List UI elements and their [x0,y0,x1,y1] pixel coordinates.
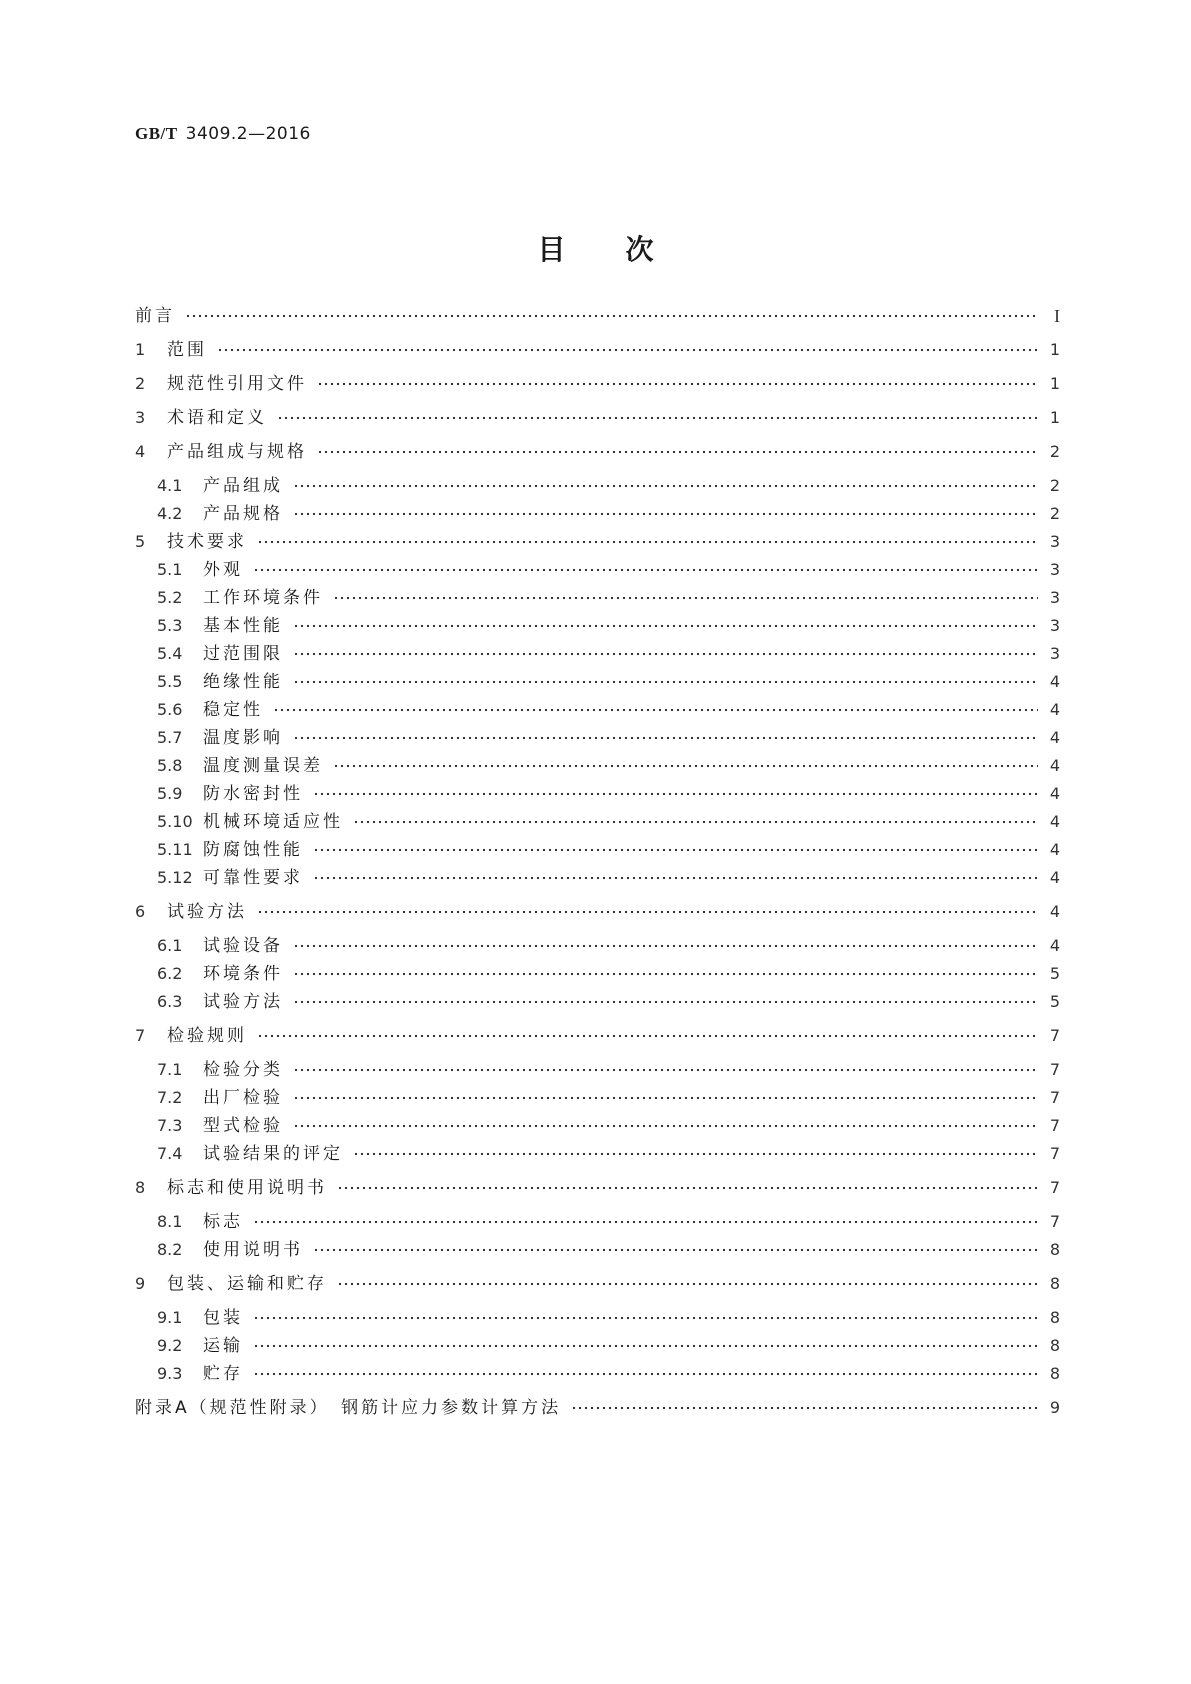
toc-entry-title: 稳定性 [203,700,263,720]
toc-entry-page: 7 [1049,1144,1060,1163]
toc-entry-title: 范围 [167,340,207,360]
toc-entry-page: 4 [1049,840,1060,859]
dot-leader [293,624,1038,628]
toc-entry[interactable] [135,440,1060,464]
toc-entry-page: 8 [1049,1336,1060,1355]
dot-leader [253,1372,1038,1376]
toc-entry-title: 标志和使用说明书 [167,1178,327,1198]
toc-entry-number: 5.12 [157,868,193,887]
toc-entry-number: 6.2 [157,964,183,983]
dot-leader [571,1406,1038,1410]
toc-entry-number: 4.2 [157,504,183,523]
toc-entry-title: 包装、运输和贮存 [167,1274,327,1294]
toc-entry-page: 5 [1049,992,1060,1011]
toc-entry[interactable] [135,810,1060,834]
toc-entry-page: 4 [1049,756,1060,775]
toc-entry-number: 6.1 [157,936,183,955]
toc-entry-page: 2 [1049,442,1060,461]
toc-entry-number: 5.2 [157,588,183,607]
toc-entry-number: 5.7 [157,728,183,747]
toc-entry[interactable] [135,962,1060,986]
toc-entry-title: 过范围限 [203,644,283,664]
toc-entry-title: 产品规格 [203,504,283,524]
toc-entry-title: 附录A（规范性附录） 钢筋计应力参数计算方法 [135,1398,562,1418]
dot-leader [333,764,1038,768]
toc-entry-page: 4 [1049,700,1060,719]
toc-entry-number: 9.2 [157,1336,183,1355]
toc-entry-title: 包装 [203,1308,243,1328]
dot-leader [293,1096,1038,1100]
toc-entry-page: 3 [1049,532,1060,551]
toc-entry-page: 7 [1049,1116,1060,1135]
toc-entry-title: 可靠性要求 [203,868,303,888]
toc-entry-title: 技术要求 [167,532,247,552]
dot-leader [317,382,1038,386]
toc-entry-title: 运输 [203,1336,243,1356]
document-code-prefix: GB/T [135,124,178,143]
dot-leader [293,1068,1038,1072]
dot-leader [317,450,1038,454]
toc-entry[interactable] [135,614,1060,638]
toc-entry[interactable] [135,838,1060,862]
dot-leader [293,652,1038,656]
toc-entry-title: 术语和定义 [167,408,267,428]
toc-entry-page: 3 [1049,560,1060,579]
toc-entry-title: 外观 [203,560,243,580]
toc-entry-number: 7.4 [157,1144,183,1163]
dot-leader [337,1186,1038,1190]
toc-entry-page: I [1054,306,1060,326]
toc-entry[interactable] [135,1238,1060,1262]
toc-entry[interactable] [135,934,1060,958]
toc-entry-page: 5 [1049,964,1060,983]
toc-entry-page: 4 [1049,868,1060,887]
toc-entry[interactable] [135,1176,1060,1200]
toc-entry-page: 8 [1049,1274,1060,1293]
toc-entry-title: 型式检验 [203,1116,283,1136]
toc-entry-title: 规范性引用文件 [167,374,307,394]
dot-leader [293,1000,1038,1004]
toc-entry-page: 1 [1049,374,1060,393]
toc-entry-title: 机械环境适应性 [203,812,343,832]
toc-entry-number: 9.3 [157,1364,183,1383]
toc-entry[interactable] [135,1024,1060,1048]
toc-entry-title: 使用说明书 [203,1240,303,1260]
dot-leader [293,512,1038,516]
toc-entry-title: 试验设备 [203,936,283,956]
toc-entry-number: 6 [135,902,146,921]
toc-entry[interactable] [135,698,1060,722]
dot-leader [185,314,1038,318]
toc-entry-page: 4 [1049,902,1060,921]
dot-leader [253,568,1038,572]
dot-leader [313,876,1038,880]
toc-entry[interactable] [135,782,1060,806]
toc-entry-number: 3 [135,408,146,427]
toc-entry-page: 1 [1049,408,1060,427]
toc-entry-page: 7 [1049,1088,1060,1107]
page-title: 目次 [537,233,714,266]
dot-leader [257,910,1038,914]
toc-entry-page: 8 [1049,1364,1060,1383]
toc-entry-page: 3 [1049,588,1060,607]
toc-entry-number: 1 [135,340,146,359]
dot-leader [313,792,1038,796]
dot-leader [277,416,1038,420]
toc-entry[interactable] [135,1396,1060,1420]
toc-entry[interactable] [135,1210,1060,1234]
toc-entry[interactable] [135,990,1060,1014]
toc-entry[interactable] [135,530,1060,554]
toc-entry-number: 8.2 [157,1240,183,1259]
toc-entry-page: 7 [1049,1026,1060,1045]
toc-entry-title: 温度影响 [203,728,283,748]
toc-entry-title: 基本性能 [203,616,283,636]
toc-entry-number: 9.1 [157,1308,183,1327]
document-code-number: 3409.2—2016 [185,124,311,144]
toc-entry[interactable] [135,558,1060,582]
dot-leader [293,484,1038,488]
dot-leader [333,596,1038,600]
toc-entry-number: 5.3 [157,616,183,635]
toc-entry-page: 3 [1049,644,1060,663]
toc-entry-number: 8.1 [157,1212,183,1231]
toc-entry[interactable] [135,1272,1060,1296]
toc-entry-number: 5.8 [157,756,183,775]
toc-entry-title: 产品组成与规格 [167,442,307,462]
toc-entry[interactable] [135,866,1060,890]
toc-entry-number: 5 [135,532,146,551]
toc-entry-number: 5.9 [157,784,183,803]
toc-entry-number: 5.4 [157,644,183,663]
toc-entry[interactable] [135,670,1060,694]
dot-leader [253,1220,1038,1224]
dot-leader [353,1152,1038,1156]
toc-entry-title: 防水密封性 [203,784,303,804]
dot-leader [313,1248,1038,1252]
toc-entry-page: 2 [1049,476,1060,495]
toc-entry[interactable] [135,1142,1060,1166]
toc-entry[interactable] [135,1334,1060,1358]
toc-entry-page: 4 [1049,728,1060,747]
toc-entry-page: 9 [1049,1398,1060,1417]
toc-entry-number: 6.3 [157,992,183,1011]
toc-entry-number: 5.10 [157,812,193,831]
toc-entry[interactable] [135,900,1060,924]
toc-entry-title: 绝缘性能 [203,672,283,692]
toc-entry-page: 7 [1049,1212,1060,1231]
dot-leader [293,680,1038,684]
toc-entry[interactable] [135,1086,1060,1110]
toc-entry-title: 试验方法 [167,902,247,922]
toc-entry-title: 检验规则 [167,1026,247,1046]
toc-entry-page: 4 [1049,936,1060,955]
toc-entry[interactable] [135,1058,1060,1082]
toc-entry-title: 产品组成 [203,476,283,496]
toc-entry-number: 7.3 [157,1116,183,1135]
toc-entry-number: 8 [135,1178,146,1197]
dot-leader [353,820,1038,824]
dot-leader [257,1034,1038,1038]
toc-entry[interactable] [135,304,1060,328]
toc-entry-number: 7.2 [157,1088,183,1107]
dot-leader [313,848,1038,852]
dot-leader [257,540,1038,544]
toc-entry-title: 试验方法 [203,992,283,1012]
toc-entry-title: 出厂检验 [203,1088,283,1108]
toc-entry[interactable] [135,586,1060,610]
toc-entry[interactable] [135,1306,1060,1330]
toc-entry-page: 8 [1049,1308,1060,1327]
dot-leader [337,1282,1038,1286]
toc-entry-title: 试验结果的评定 [203,1144,343,1164]
dot-leader [273,708,1038,712]
dot-leader [293,944,1038,948]
toc-entry-page: 4 [1049,812,1060,831]
toc-entry[interactable] [135,406,1060,430]
toc-entry-number: 4 [135,442,146,461]
toc-entry-number: 9 [135,1274,146,1293]
toc-entry-number: 5.11 [157,840,193,859]
dot-leader [253,1344,1038,1348]
toc-entry-page: 1 [1049,340,1060,359]
toc-entry[interactable] [135,642,1060,666]
toc-entry-number: 4.1 [157,476,183,495]
toc-entry[interactable] [135,502,1060,526]
toc-entry[interactable] [135,372,1060,396]
toc-entry-page: 4 [1049,784,1060,803]
dot-leader [293,972,1038,976]
toc-entry-page: 7 [1049,1178,1060,1197]
toc-entry-page: 8 [1049,1240,1060,1259]
toc-entry-number: 5.5 [157,672,183,691]
toc-entry-number: 5.1 [157,560,183,579]
toc-entry[interactable] [135,474,1060,498]
dot-leader [293,736,1038,740]
toc-entry-title: 前言 [135,306,175,326]
toc-entry[interactable] [135,1114,1060,1138]
toc-entry-title: 温度测量误差 [203,756,323,776]
toc-entry-title: 工作环境条件 [203,588,323,608]
toc-entry[interactable] [135,1362,1060,1386]
document-code [135,124,311,144]
toc-entry[interactable] [135,726,1060,750]
toc-entry-page: 2 [1049,504,1060,523]
toc-entry-number: 2 [135,374,146,393]
toc-entry-number: 5.6 [157,700,183,719]
toc-entry-title: 贮存 [203,1364,243,1384]
toc-entry[interactable] [135,338,1060,362]
dot-leader [217,348,1038,352]
toc-entry-title: 检验分类 [203,1060,283,1080]
toc-entry-number: 7 [135,1026,146,1045]
toc-entry-title: 防腐蚀性能 [203,840,303,860]
dot-leader [293,1124,1038,1128]
toc-entry-title: 标志 [203,1212,243,1232]
toc-entry-page: 7 [1049,1060,1060,1079]
toc-entry-number: 7.1 [157,1060,183,1079]
dot-leader [253,1316,1038,1320]
toc-entry-title: 环境条件 [203,964,283,984]
toc-entry-page: 4 [1049,672,1060,691]
toc-entry[interactable] [135,754,1060,778]
toc-entry-page: 3 [1049,616,1060,635]
